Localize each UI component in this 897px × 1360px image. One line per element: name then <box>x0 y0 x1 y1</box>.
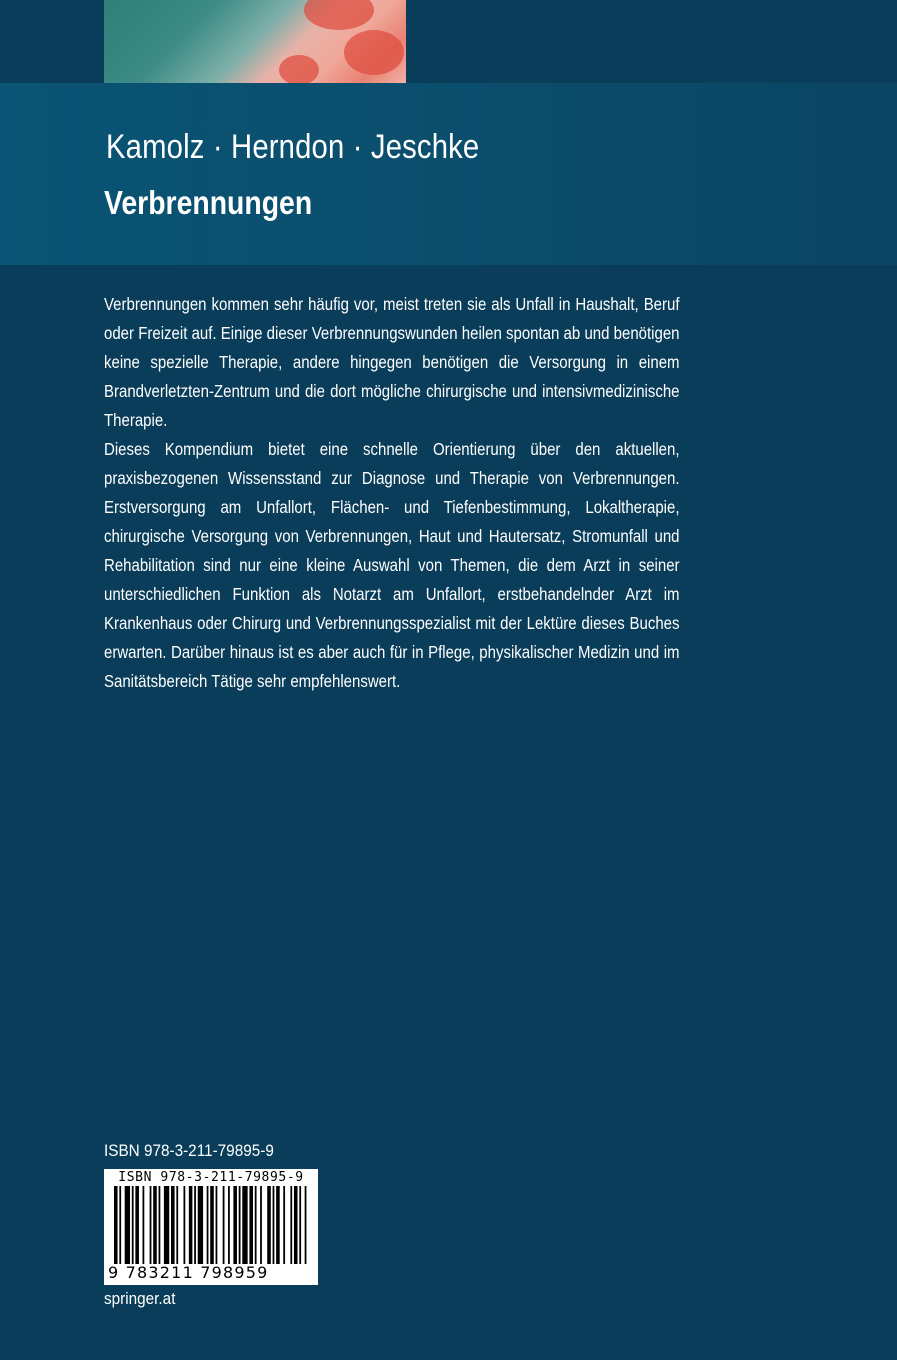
barcode-bar <box>299 1186 301 1264</box>
publisher-website: springer.at <box>104 1289 176 1308</box>
barcode-header: ISBN 978-3-211-79895-9 <box>118 1170 304 1185</box>
barcode-bar <box>233 1186 237 1264</box>
description-paragraph-2: Dieses Kompendium bietet eine schnelle Orientierung über den aktuellen, praxisbezogenen Wissensstand zur Diagnose und Therapie von Verbrennungen. Erstversorgung am Unfallort, Flächen- und Tiefenbestimmung, Lokaltherapie, chirurgische Versorgung von Verbrennungen, Haut und Hautersatz, Stromunfall und Rehabilitation sind nur eine kleine Auswahl von Themen, die dem Arzt in seiner unterschiedlichen Funktion als Notarzt am Unfallort, erstbehandelnder Arzt im Krankenhaus oder Chirurg und Verbrennungsspezialist mit der Lektüre dieses Buches erwarten. Darüber hinaus ist es aber auch für in Pflege, physikalischer Medizin und im Sanitätsbereich Tätige sehr empfehlenswert. <box>104 439 680 691</box>
barcode-bar <box>228 1186 230 1264</box>
barcode-bar <box>210 1186 214 1264</box>
barcode-bar <box>183 1186 185 1264</box>
barcode-bar <box>273 1186 275 1264</box>
barcode-bar <box>132 1186 134 1264</box>
barcode-bar <box>143 1186 145 1264</box>
barcode-digits: 9 783211 798959 <box>108 1263 269 1282</box>
barcode-bar <box>255 1186 257 1264</box>
barcode-bar <box>294 1186 298 1264</box>
barcode-bar <box>305 1186 307 1264</box>
barcode-bar <box>249 1186 253 1264</box>
isbn-label: ISBN 978-3-211-79895-9 <box>104 1141 274 1160</box>
barcode-bar <box>171 1186 175 1264</box>
cover-photo <box>104 0 406 83</box>
barcode-bar <box>216 1186 218 1264</box>
barcode-bar <box>135 1186 139 1264</box>
barcode <box>104 1169 318 1285</box>
barcode-bar <box>189 1186 193 1264</box>
barcode-bar <box>267 1186 271 1264</box>
book-title: Verbrennungen <box>104 184 313 221</box>
barcode-bar <box>242 1186 247 1264</box>
barcode-bar <box>290 1186 292 1264</box>
barcode-bar <box>119 1186 121 1264</box>
barcode-bar <box>164 1186 169 1264</box>
barcode-bar <box>207 1186 209 1264</box>
description-paragraph-1: Verbrennungen kommen sehr häufig vor, meist treten sie als Unfall in Haushalt, Beruf oder Freizeit auf. Einige dieser Verbrennungswunden heilen spontan ab und benötigen keine spezielle Therapie, andere hingegen benötigen die Versorgung in einem Brandverletzten-Zentrum und die dort mögliche chirurgische und intensivmedizinische Therapie. <box>104 294 680 430</box>
barcode-bar <box>153 1186 157 1264</box>
barcode-bar <box>260 1186 262 1264</box>
barcode-bar <box>276 1186 280 1264</box>
barcode-bar <box>223 1186 225 1264</box>
barcode-bars <box>114 1186 310 1264</box>
description <box>104 290 680 696</box>
barcode-bar <box>239 1186 241 1264</box>
barcode-bar <box>198 1186 203 1264</box>
barcode-bar <box>194 1186 196 1264</box>
header-band <box>0 83 897 265</box>
barcode-bar <box>125 1186 130 1264</box>
barcode-bar <box>176 1186 178 1264</box>
authors: Kamolz · Herndon · Jeschke <box>106 128 480 166</box>
barcode-bar <box>150 1186 152 1264</box>
barcode-bar <box>283 1186 285 1264</box>
barcode-bar <box>159 1186 161 1264</box>
barcode-bar <box>114 1186 118 1264</box>
